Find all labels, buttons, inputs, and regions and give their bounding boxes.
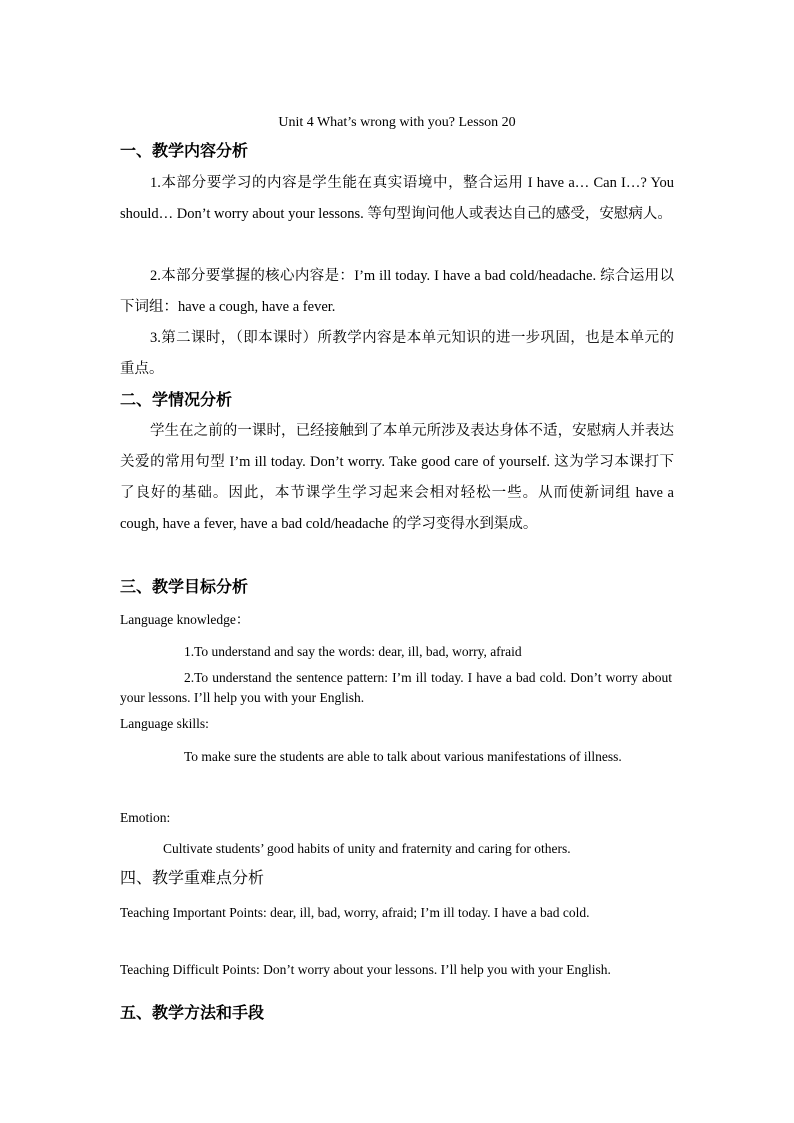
section-heading-student-analysis: 二、学情况分析 xyxy=(120,392,233,409)
skills-item: To make sure the students are able to talk about various manifestations of illness. xyxy=(184,749,622,764)
section-heading-methods: 五、教学方法和手段 xyxy=(120,1005,265,1022)
section-heading-objectives: 三、教学目标分析 xyxy=(120,579,249,596)
content-analysis-paragraph-1: 1.本部分要学习的内容是学生能在真实语境中，整合运用 I have a… Can I…? You should… Don’t worry about your lessons. 等句型询问他人或表达自己的感受，安慰病人。 xyxy=(120,175,674,222)
section-heading-key-points: 四、教学重难点分析 xyxy=(120,870,265,887)
emotion-item: Cultivate students’ good habits of unity and fraternity and caring for others. xyxy=(163,841,571,856)
knowledge-item-2: 2.To understand the sentence pattern: I’m ill today. I have a bad cold. Don’t worry about your lessons. I’ll help you with your English. xyxy=(120,670,672,705)
student-analysis-paragraph: 学生在之前的一课时，已经接触到了本单元所涉及表达身体不适，安慰病人并表达关爱的常用句型 I’m ill today. Don’t worry. Take good care of yourself. 这为学习本课打下了良好的基础。因此，本节课学生学习起来会相对轻松一些。从而使新词组 have a cough, have a fever, have a bad cold/headache 的学习变得水到渠成。 xyxy=(120,423,674,532)
content-analysis-paragraph-2: 2.本部分要掌握的核心内容是：I’m ill today. I have a bad cold/headache. 综合运用以下词组：have a cough, have a fever. xyxy=(120,268,674,315)
content-analysis-paragraph-3: 3.第二课时，（即本课时）所教学内容是本单元知识的进一步巩固，也是本单元的重点。 xyxy=(120,330,674,377)
document-title: Unit 4 What’s wrong with you? Lesson 20 xyxy=(278,115,516,130)
important-points: Teaching Important Points: dear, ill, bad, worry, afraid; I’m ill today. I have a bad cold. xyxy=(120,905,590,920)
difficult-points: Teaching Difficult Points: Don’t worry about your lessons. I’ll help you with your English. xyxy=(120,962,611,977)
knowledge-item-1: 1.To understand and say the words: dear, ill, bad, worry, afraid xyxy=(184,644,522,659)
language-knowledge-label: Language knowledge： xyxy=(120,612,250,627)
language-skills-label: Language skills: xyxy=(120,716,209,731)
section-heading-content-analysis: 一、教学内容分析 xyxy=(120,143,249,160)
emotion-label: Emotion: xyxy=(120,810,171,825)
